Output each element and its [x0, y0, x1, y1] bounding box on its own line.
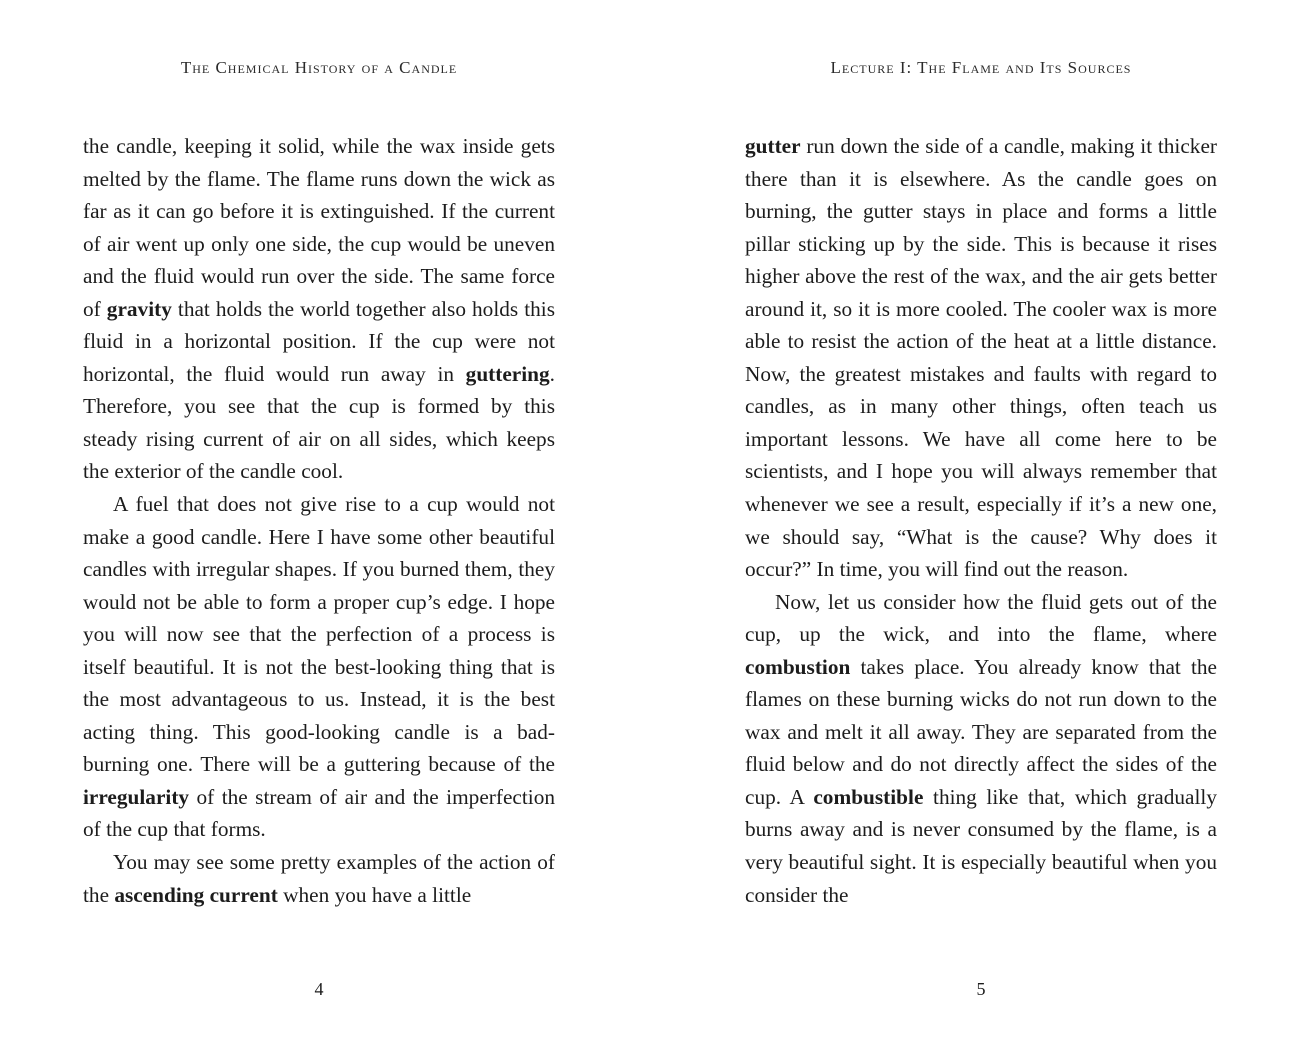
right-page-body: [745, 130, 1217, 911]
bold-term: gutter: [745, 134, 801, 158]
bold-term: ascending current: [114, 882, 278, 907]
text-run: when you have a little: [277, 882, 472, 907]
bold-term: gravity: [106, 296, 172, 321]
paragraph: [745, 586, 1217, 911]
text-run: Now, let us consider how the fluid gets out of the cup, up the wick, and into the flame, where: [745, 589, 1217, 647]
page-number: 4: [314, 979, 324, 999]
bold-term: combustion: [745, 654, 851, 679]
paragraph: [745, 130, 1217, 586]
paragraph: [83, 130, 555, 488]
left-page: [83, 0, 555, 1046]
paragraph: [83, 846, 555, 911]
text-run: that holds the world together also holds this fluid in a horizontal position. If the cup were not horizontal, the fluid would run away in: [83, 296, 555, 386]
text-run: You may see some pretty examples of the action of the: [83, 850, 555, 907]
text-run: A fuel that does not give rise to a cup would not make a good candle. Here I have some other beautiful candles with irregular shapes. If you burned them, they would not be able to form a proper cup’s edge. I hope you will now see that the perfection of a process is itself beautiful. It is not the best-looking thing that is the most advantageous to us. Instead, it is the best acting thing. This good-looking candle is a bad-burning one. There will be a guttering because of the: [83, 492, 555, 777]
paragraph: [83, 488, 555, 846]
right-page: [745, 0, 1217, 1046]
bold-term: guttering: [465, 361, 550, 386]
text-run: of the stream of air and the imperfection of the cup that forms.: [83, 784, 555, 842]
running-head-book-title: The Chemical History of a Candle: [180, 58, 458, 77]
bold-term: irregularity: [83, 784, 190, 809]
text-run: the candle, keeping it solid, while the wax inside gets melted by the flame. The flame runs down the wick as far as it can go before it is extinguished. If the current of air went up only one side, the cup would be uneven and the fluid would run over the side. The same force of: [83, 134, 555, 321]
text-run: . Therefore, you see that the cup is formed by this steady rising current of air on all sides, which keeps the exterior of the candle cool.: [83, 361, 555, 484]
text-run: takes place. You already know that the flames on these burning wicks do not run down to the wax and melt it all away. They are separated from the fluid below and do not directly affect the sides of the cup. A: [745, 654, 1217, 809]
text-run: thing like that, which gradually burns away and is never consumed by the flame, is a very beautiful sight. It is especially beautiful when you consider the: [745, 784, 1217, 907]
page-number: 5: [976, 979, 986, 999]
left-page-body: [83, 130, 555, 911]
running-head-chapter-title: Lecture I: The Flame and Its Sources: [830, 58, 1132, 77]
bold-term: combustible: [813, 784, 924, 809]
text-run: run down the side of a candle, making it thicker there than it is elsewhere. As the candle goes on burning, the gutter stays in place and forms a little pillar sticking up by the side. This is because it rises higher above the rest of the wax, and the air gets better around it, so it is more cooled. The cooler wax is more able to resist the action of the heat at a little distance. Now, the greatest mistakes and faults with regard to candles, as in many other things, often teach us important lessons. We have all come here to be scientists, and I hope you will always remember that whenever we see a result, especially if it’s a new one, we should say, “What is the cause? Why does it occur?” In time, you will find out the reason.: [745, 134, 1217, 582]
